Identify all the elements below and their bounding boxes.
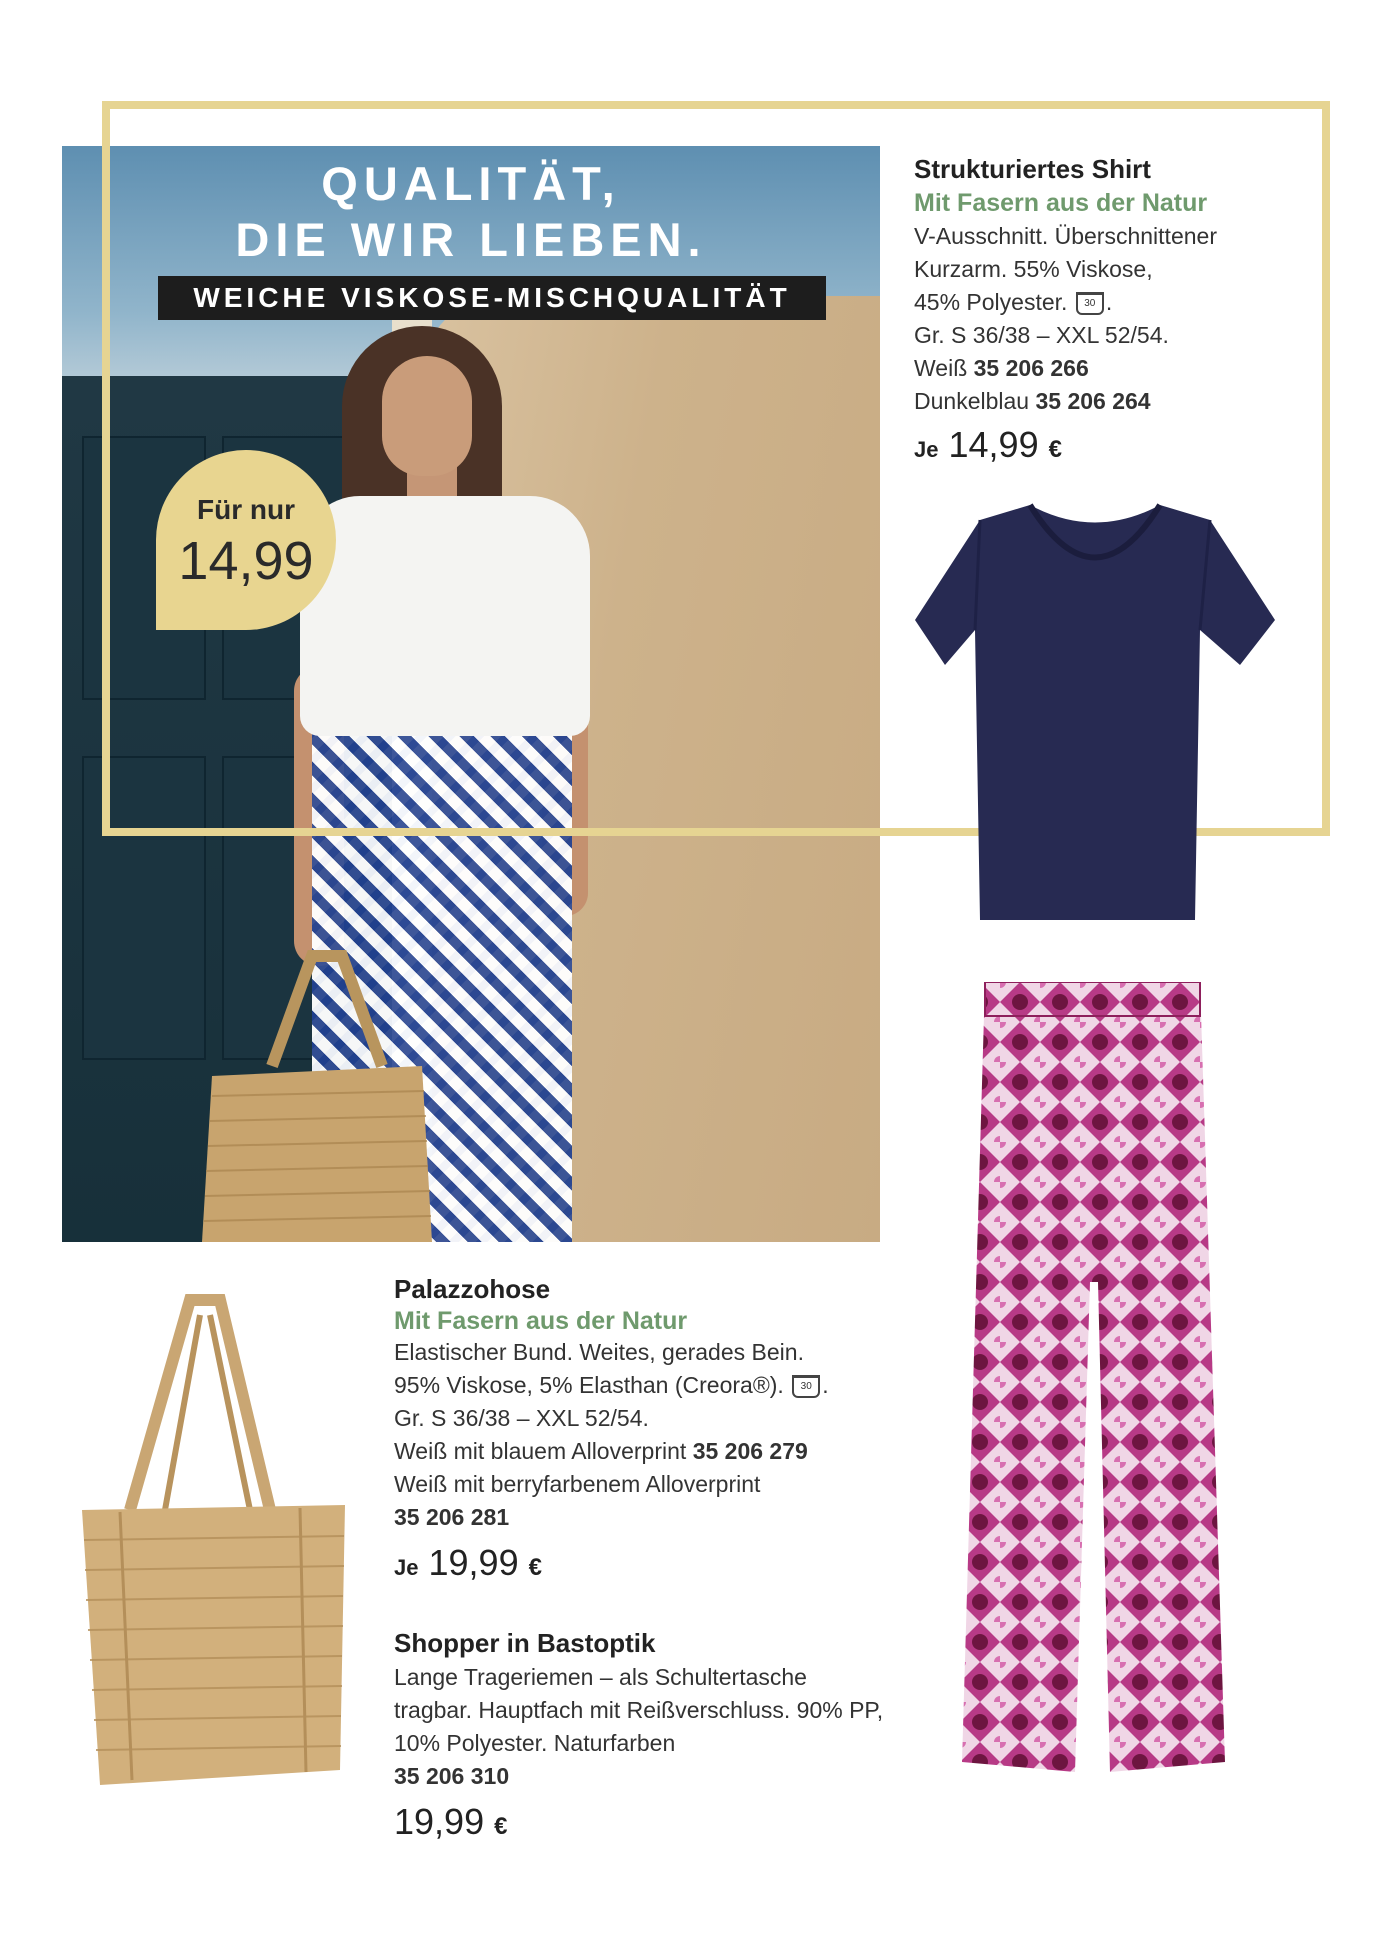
wash-30-icon: 30 [1076, 292, 1104, 315]
shirt-sizes: Gr. S 36/38 – XXL 52/54. [914, 322, 1169, 348]
shirt-period: . [1105, 289, 1113, 315]
price-prefix: Je [394, 1555, 419, 1580]
pants-desc-line-2 [394, 1369, 934, 1402]
shirt-material: 45% Polyester. [914, 289, 1068, 315]
pants-variant-blue [394, 1435, 934, 1468]
shirt-desc-line-1: V-Ausschnitt. Überschnittener [914, 223, 1217, 249]
straw-shopper-image [70, 1290, 360, 1790]
article-number: 35 206 264 [1035, 388, 1151, 414]
wash-30-icon: 30 [792, 1375, 820, 1398]
pants-title: Palazzohose [394, 1274, 551, 1304]
bag-price [394, 1801, 934, 1843]
headline-line-1: QUALITÄT, [321, 157, 621, 210]
headline-line-2: DIE WIR LIEBEN. [235, 213, 707, 266]
berry-pants-image [960, 982, 1240, 1774]
currency-symbol: € [1048, 436, 1062, 463]
shirt-desc-line-2: Kurzarm. 55% Viskose, [914, 256, 1153, 282]
pants-sizes: Gr. S 36/38 – XXL 52/54. [394, 1405, 649, 1431]
bag-description [394, 1628, 934, 1843]
bag-desc-line-2: tragbar. Hauptfach mit Reißverschluss. 90% PP, [394, 1697, 884, 1723]
pants-period: . [822, 1372, 829, 1398]
bag-title: Shopper in Bastoptik [394, 1628, 656, 1658]
pants-subtitle: Mit Fasern aus der Natur [394, 1307, 688, 1335]
shirt-description [914, 154, 1334, 466]
variant-label: Weiß [914, 355, 968, 381]
navy-shirt-image [910, 500, 1280, 930]
bag-desc-line-3: 10% Polyester. Naturfarben [394, 1730, 676, 1756]
shirt-variant-navy [914, 385, 1334, 418]
pants-variant-berry-label: Weiß mit berryfarbenem Alloverprint [394, 1471, 761, 1497]
shirt-title: Strukturiertes Shirt [914, 154, 1151, 184]
hero-headline [62, 156, 880, 268]
shirt-price [914, 424, 1334, 466]
article-number: 35 206 279 [692, 1438, 808, 1464]
bag-desc-line-1: Lange Trageriemen – als Schultertasche [394, 1664, 807, 1690]
price-badge-price: 14,99 [178, 531, 314, 591]
article-number: 35 206 310 [394, 1763, 510, 1789]
currency-symbol: € [494, 1813, 508, 1840]
price-value: 19,99 [394, 1801, 485, 1842]
pants-price [394, 1542, 934, 1584]
currency-symbol: € [528, 1554, 542, 1581]
variant-label: Weiß mit blauem Alloverprint [394, 1438, 687, 1464]
shirt-desc-line-3 [914, 286, 1334, 319]
price-badge-label: Für nur [197, 494, 295, 525]
shirt-subtitle: Mit Fasern aus der Natur [914, 189, 1208, 217]
article-number: 35 206 266 [973, 355, 1089, 381]
price-prefix: Je [914, 437, 939, 462]
pants-material: 95% Viskose, 5% Elasthan (Creora®). [394, 1372, 784, 1398]
model-straw-bag [202, 946, 432, 1242]
shirt-variant-white [914, 352, 1334, 385]
price-value: 19,99 [428, 1542, 519, 1583]
variant-label: Dunkelblau [914, 388, 1030, 414]
pants-description [394, 1274, 934, 1584]
pants-desc-line-1: Elastischer Bund. Weites, gerades Bein. [394, 1339, 804, 1365]
hero-subline: WEICHE VISKOSE-MISCHQUALITÄT [158, 276, 826, 320]
article-number: 35 206 281 [394, 1504, 510, 1530]
price-value: 14,99 [948, 424, 1039, 465]
